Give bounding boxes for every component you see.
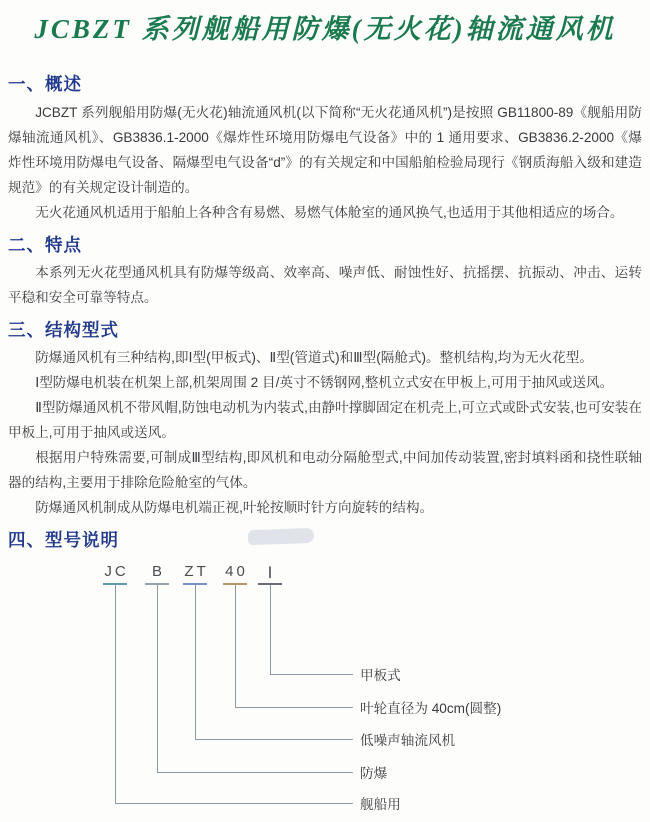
branch-line-marine-use <box>115 803 353 804</box>
structure-paragraph-2: Ⅰ型防爆电机装在机架上部,机架周围 2 目/英寸不锈钢网,整机立式安在甲板上,可用于抽风或送风。 <box>35 375 614 390</box>
section-heading-structure: 三、结构型式 <box>8 320 119 340</box>
page-title: JCBZT 系列舰船用防爆(无火花)轴流通风机 <box>34 14 616 44</box>
label-explosion-proof: 防爆 <box>360 766 388 781</box>
section-heading-model-designation <box>8 529 642 552</box>
scan-smudge-artifact <box>248 528 314 545</box>
model-code-diagram <box>8 556 642 822</box>
label-impeller-diameter: 叶轮直径为 40cm(圆整) <box>360 701 502 716</box>
structure-paragraph-5: 防爆通风机制成从防爆电机端正视,叶轮按顺时针方向旋转的结构。 <box>35 500 434 515</box>
branch-line-explosion-proof <box>157 772 353 773</box>
label-marine-use: 舰船用 <box>360 797 401 812</box>
section-heading-overview: 一、概述 <box>8 74 82 94</box>
model-code-40: 40 <box>225 563 248 580</box>
branch-line-deck-type <box>270 674 353 675</box>
overview-paragraph-2: 无火花通风机适用于船舶上各种含有易燃、易燃气体舱室的通风换气,也适用于其他相适应的场合。 <box>35 205 624 220</box>
structure-paragraph-4: 根据用户特殊需要,可制成Ⅲ型结构,即风机和电动分隔舱型式,中间加传动装置,密封填料函和挠性联轴器的结构,主要用于排除危险舱室的气体。 <box>8 450 642 490</box>
model-code-roman-one: Ⅰ <box>267 565 273 582</box>
section-heading-features: 二、特点 <box>8 235 82 255</box>
leader-line-roman-one <box>270 585 271 674</box>
overview-paragraph-1: JCBZT 系列舰船用防爆(无火花)轴流通风机(以下简称“无火花通风机”)是按照 GB11800-89《舰船用防爆轴流通风机》、GB3836.1-2000《爆炸性环境用防爆电气设备》中的 1 通用要求、GB3836.2-2000《爆炸性环境用防爆电气设备、隔爆型电气设备“d”》的有关规定和中国船舶检验局现行《钢质海船入级和建造规范》的有关规定设计制造的。 <box>8 105 642 195</box>
branch-line-impeller-diameter <box>235 707 353 708</box>
structure-paragraph-1: 防爆通风机有三种结构,即Ⅰ型(甲板式)、Ⅱ型(管道式)和Ⅲ型(隔舱式)。整机结构,均为无火花型。 <box>35 350 593 365</box>
section-heading-model-designation-text: 四、型号说明 <box>8 530 119 550</box>
branch-line-low-noise <box>195 739 353 740</box>
structure-paragraph-3: Ⅱ型防爆通风机不带风帽,防蚀电动机为内装式,由静叶撑脚固定在机壳上,可立式或卧式安装,也可安装在甲板上,可用于抽风或送风。 <box>8 400 642 440</box>
label-deck-type: 甲板式 <box>360 668 401 683</box>
leader-line-40 <box>235 585 236 707</box>
features-paragraph: 本系列无火花型通风机具有防爆等级高、效率高、噪声低、耐蚀性好、抗摇摆、抗振动、冲击、运转平稳和安全可靠等特点。 <box>8 265 642 305</box>
leader-line-jc <box>115 585 116 803</box>
document-page <box>0 7 650 822</box>
leader-line-zt <box>195 585 196 739</box>
label-low-noise-axial: 低噪声轴流风机 <box>360 733 456 748</box>
model-code-zt: ZT <box>184 563 209 580</box>
model-code-jc: JC <box>104 563 129 580</box>
leader-line-b <box>157 585 158 772</box>
model-code-b: B <box>151 563 166 580</box>
